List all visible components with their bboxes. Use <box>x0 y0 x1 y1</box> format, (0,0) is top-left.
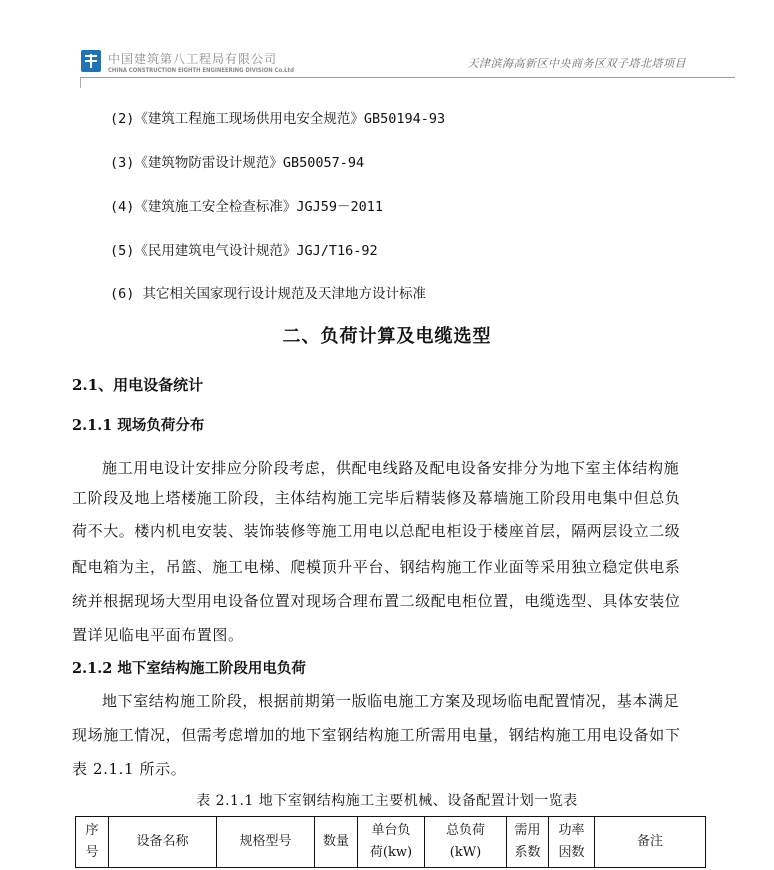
header-cell-demand-factor: 需用 系数 <box>507 817 549 868</box>
equipment-table <box>75 816 706 868</box>
reference-item: (2)《建筑工程施工现场供用电安全规范》GB50194-93 <box>110 111 446 127</box>
header-cell-unit-load: 单台负 荷(kw) <box>358 817 425 868</box>
header-cell-remarks: 备注 <box>595 817 706 868</box>
subsection-heading: 2.1、用电设备统计 <box>72 376 204 394</box>
paragraph-line: 表 2.1.1 所示。 <box>72 760 187 778</box>
table-caption: 表 2.1.1 地下室钢结构施工主要机械、设备配置计划一览表 <box>196 793 578 809</box>
subsection-heading: 2.1.1 现场负荷分布 <box>72 417 205 434</box>
paragraph-line: 施工用电设计安排应分阶段考虑，供配电线路及配电设备安排分为地下室主体结构施 <box>102 459 680 477</box>
header-cell-model: 规格型号 <box>217 817 315 868</box>
paragraph-line: 现场施工情况，但需考虑增加的地下室钢结构施工所需用电量，钢结构施工用电设备如下 <box>72 726 681 744</box>
header-cell-power-factor: 功率 因数 <box>549 817 595 868</box>
margin-corner-mark <box>80 78 91 88</box>
company-name-en: CHINA CONSTRUCTION EIGHTH ENGINEERING DIVISION Co.Ltd <box>108 66 294 74</box>
reference-item: (5)《民用建筑电气设计规范》JGJ/T16-92 <box>110 243 378 259</box>
section-title: 二、负荷计算及电缆选型 <box>282 326 492 347</box>
header-cell-name: 设备名称 <box>109 817 217 868</box>
company-logo-icon <box>81 50 101 72</box>
header-divider <box>80 77 735 78</box>
paragraph-line: 地下室结构施工阶段，根据前期第一版临电施工方案及现场临电配置情况，基本满足 <box>102 692 680 710</box>
project-name: 天津滨海高新区中央商务区双子塔北塔项目 <box>467 57 686 70</box>
paragraph-line: 置详见临电平面布置图。 <box>72 626 244 644</box>
paragraph-line: 工阶段及地上塔楼施工阶段，主体结构施工完毕后精装修及幕墙施工阶段用电集中但总负 <box>72 489 681 507</box>
paragraph-line: 统并根据现场大型用电设备位置对现场合理布置二级配电柜位置，电缆选型、具体安装位 <box>72 592 681 610</box>
reference-item: (6) 其它相关国家现行设计规范及天津地方设计标准 <box>110 286 427 302</box>
header-cell-quantity: 数量 <box>315 817 358 868</box>
paragraph-line: 荷不大。楼内机电安装、装饰装修等施工用电以总配电柜设于楼座首层，隔两层设立二级 <box>72 522 681 540</box>
subsection-heading: 2.1.2 地下室结构施工阶段用电负荷 <box>72 660 306 677</box>
reference-item: (3)《建筑物防雷设计规范》GB50057-94 <box>110 155 365 171</box>
header-cell-index: 序 号 <box>76 817 109 868</box>
page-header <box>0 0 774 98</box>
company-name-cn: 中国建筑第八工程局有限公司 <box>108 52 278 66</box>
reference-item: (4)《建筑施工安全检查标准》JGJ59－2011 <box>110 199 384 215</box>
header-cell-total-load: 总负荷 (kW) <box>425 817 507 868</box>
paragraph-line: 配电箱为主，吊篮、施工电梯、爬模顶升平台、钢结构施工作业面等采用独立稳定供电系 <box>72 558 681 576</box>
table-header-row <box>76 817 706 868</box>
